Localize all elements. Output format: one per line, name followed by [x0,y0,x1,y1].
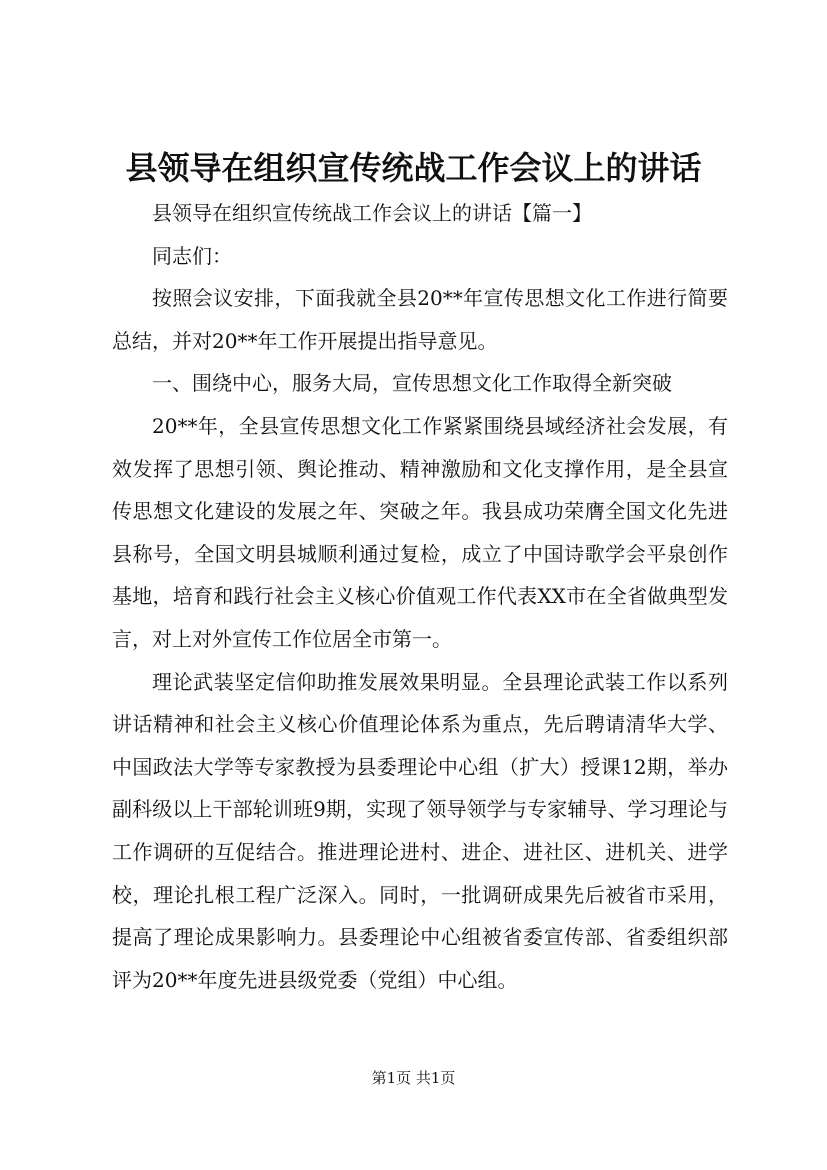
document-title: 县领导在组织宣传统战工作会议上的讲话 [125,149,702,187]
section-heading-part-one: 县领导在组织宣传统战工作会议上的讲话【篇一】 [152,201,592,225]
salutation: 同志们： [152,243,232,268]
intro-paragraph: 按照会议安排，下面我就全县20**年宣传思想文化工作进行简要总结，并对20**年工作开展提出指导意见。 [112,286,728,353]
section-heading-one: 一、围绕中心，服务大局，宣传思想文化工作取得全新突破 [152,371,672,396]
body-paragraph: 理论武装坚定信仰助推发展效果明显。全县理论武装工作以系列讲话精神和社会主义核心价值理论体系为重点，先后聘请清华大学、中国政法大学等专家教授为县委理论中心组（扩大）授课12期，举办副科级以上干部轮训班9期，实现了领导领学与专家辅导、学习理论与工作调研的互促结合。推进理论进村、进企、进社区、进机关、进学校，理论扎根工程广泛深入。同时，一批调研成果先后被省市采用，提高了理论成果影响力。县委理论中心组被省委宣传部、省委组织部评为20**年度先进县级党委（党组）中心组。 [112,669,728,992]
page-number-footer: 第1页 共1页 [371,1069,456,1087]
body-paragraph: 20**年，全县宣传思想文化工作紧紧围绕县域经济社会发展，有效发挥了思想引领、舆论推动、精神激励和文化支撑作用，是全县宣传思想文化建设的发展之年、突破之年。我县成功荣膺全国文化先进县称号，全国文明县城顺利通过复检，成立了中国诗歌学会平泉创作基地，培育和践行社会主义核心价值观工作代表XX市在全省做典型发言，对上对外宣传工作位居全市第一。 [112,413,728,651]
document-body [112,192,728,1001]
